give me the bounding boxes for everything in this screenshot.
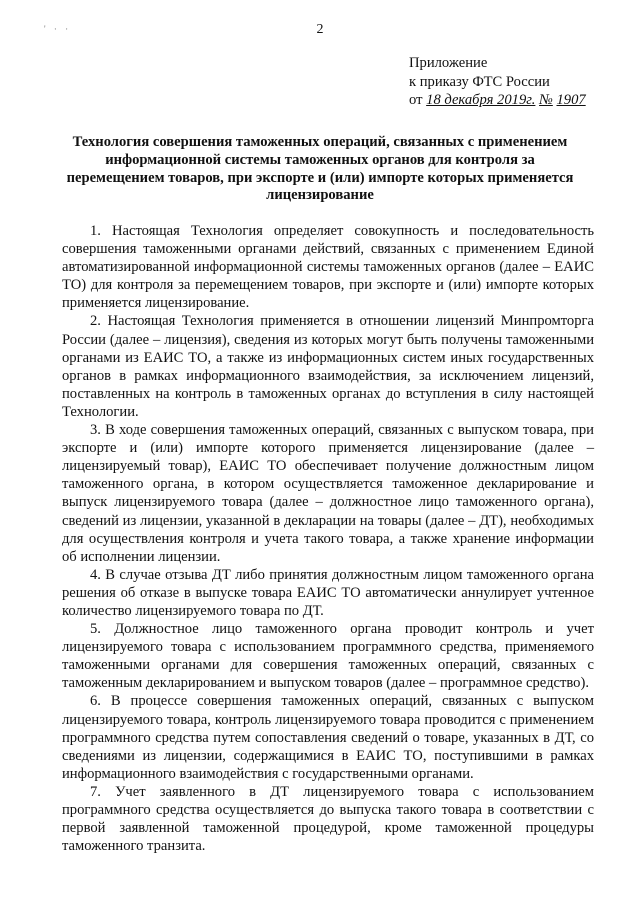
document-title: Технология совершения таможенных операций, связанных с применением информационной системы таможенных органов для контроля за перемещением товаров, при экспорте и (или) импорте которых применяется лицензирование bbox=[66, 134, 574, 204]
paragraph-5: 5. Должностное лицо таможенного органа проводит контроль и учет лицензируемого товара с использованием программного средства, применяемого таможенными органами для совершения таможенных операций, связанных с таможенным декларированием и выпуском товаров (далее – программное средство). bbox=[62, 621, 594, 692]
annex-number: 1907 bbox=[556, 92, 586, 108]
paragraph-3: 3. В ходе совершения таможенных операций, связанных с выпуском товара, при экспорте и (или) импорте которого применяется лицензирование (далее – лицензируемый товар), ЕАИС ТО обеспечивает получение должностным лицом таможенного органа, в котором осуществляется таможенное декларирование и выпуск лицензируемого товара (далее – должностное лицо таможенного органа), сведений из лицензии, указанной в декларации на товары (далее – ДТ), необходимых для осуществления контроля и учета такого товара, а также хранение информации об исполнении лицензии. bbox=[62, 422, 594, 565]
page-number: 2 bbox=[316, 22, 324, 37]
annex-date-line bbox=[409, 91, 586, 110]
annex-block bbox=[409, 54, 586, 110]
annex-date: 18 декабря 2019г. bbox=[426, 92, 536, 108]
paragraph-1: 1. Настоящая Технология определяет совокупность и последовательность совершения таможенными органами действий, связанных с применением Единой автоматизированной информационной системы таможенных органов (далее – ЕАИС ТО) для контроля за перемещением товаров, при экспорте и (или) импорте которых применяется лицензирование. bbox=[62, 223, 594, 312]
paragraph-7: 7. Учет заявленного в ДТ лицензируемого товара с использованием программного средства осуществляется до выпуска такого товара в соответствии с первой заявленной таможенной процедурой, кроме таможенной процедуры таможенного транзита. bbox=[62, 783, 594, 855]
annex-number-sign: № bbox=[539, 92, 553, 108]
scan-specks: ' · · bbox=[44, 24, 72, 34]
annex-order-ref: к приказу ФТС России bbox=[409, 73, 550, 90]
paragraph-2: 2. Настоящая Технология применяется в отношении лицензий Минпромторга России (далее – лицензия), сведения из которых могут быть получены таможенными органами из ЕАИС ТО, а также из информационных систем иных государственных органов в рамках информационного взаимодействия, за исключением лицензий, поставленных на контроль в таможенных органах до вступления в силу настоящей Технологии. bbox=[62, 313, 594, 420]
paragraph-4: 4. В случае отзыва ДТ либо принятия должностным лицом таможенного органа решения об отказе в выпуске товара ЕАИС ТО автоматически аннулирует учтенное количество лицензируемого товара по ДТ. bbox=[62, 566, 594, 619]
annex-title: Приложение bbox=[409, 55, 488, 71]
paragraph-6: 6. В процессе совершения таможенных операций, связанных с выпуском лицензируемого товара, контроль лицензируемого товара проводится с применением программного средства путем сопоставления сведений о товаре, указанных в ДТ, со сведениями из лицензии, содержащимися в ЕАИС ТО, поступившими в рамках информационного взаимодействия с государственными органами. bbox=[62, 693, 594, 782]
document-body bbox=[62, 222, 594, 855]
annex-date-prefix: от bbox=[409, 92, 423, 108]
